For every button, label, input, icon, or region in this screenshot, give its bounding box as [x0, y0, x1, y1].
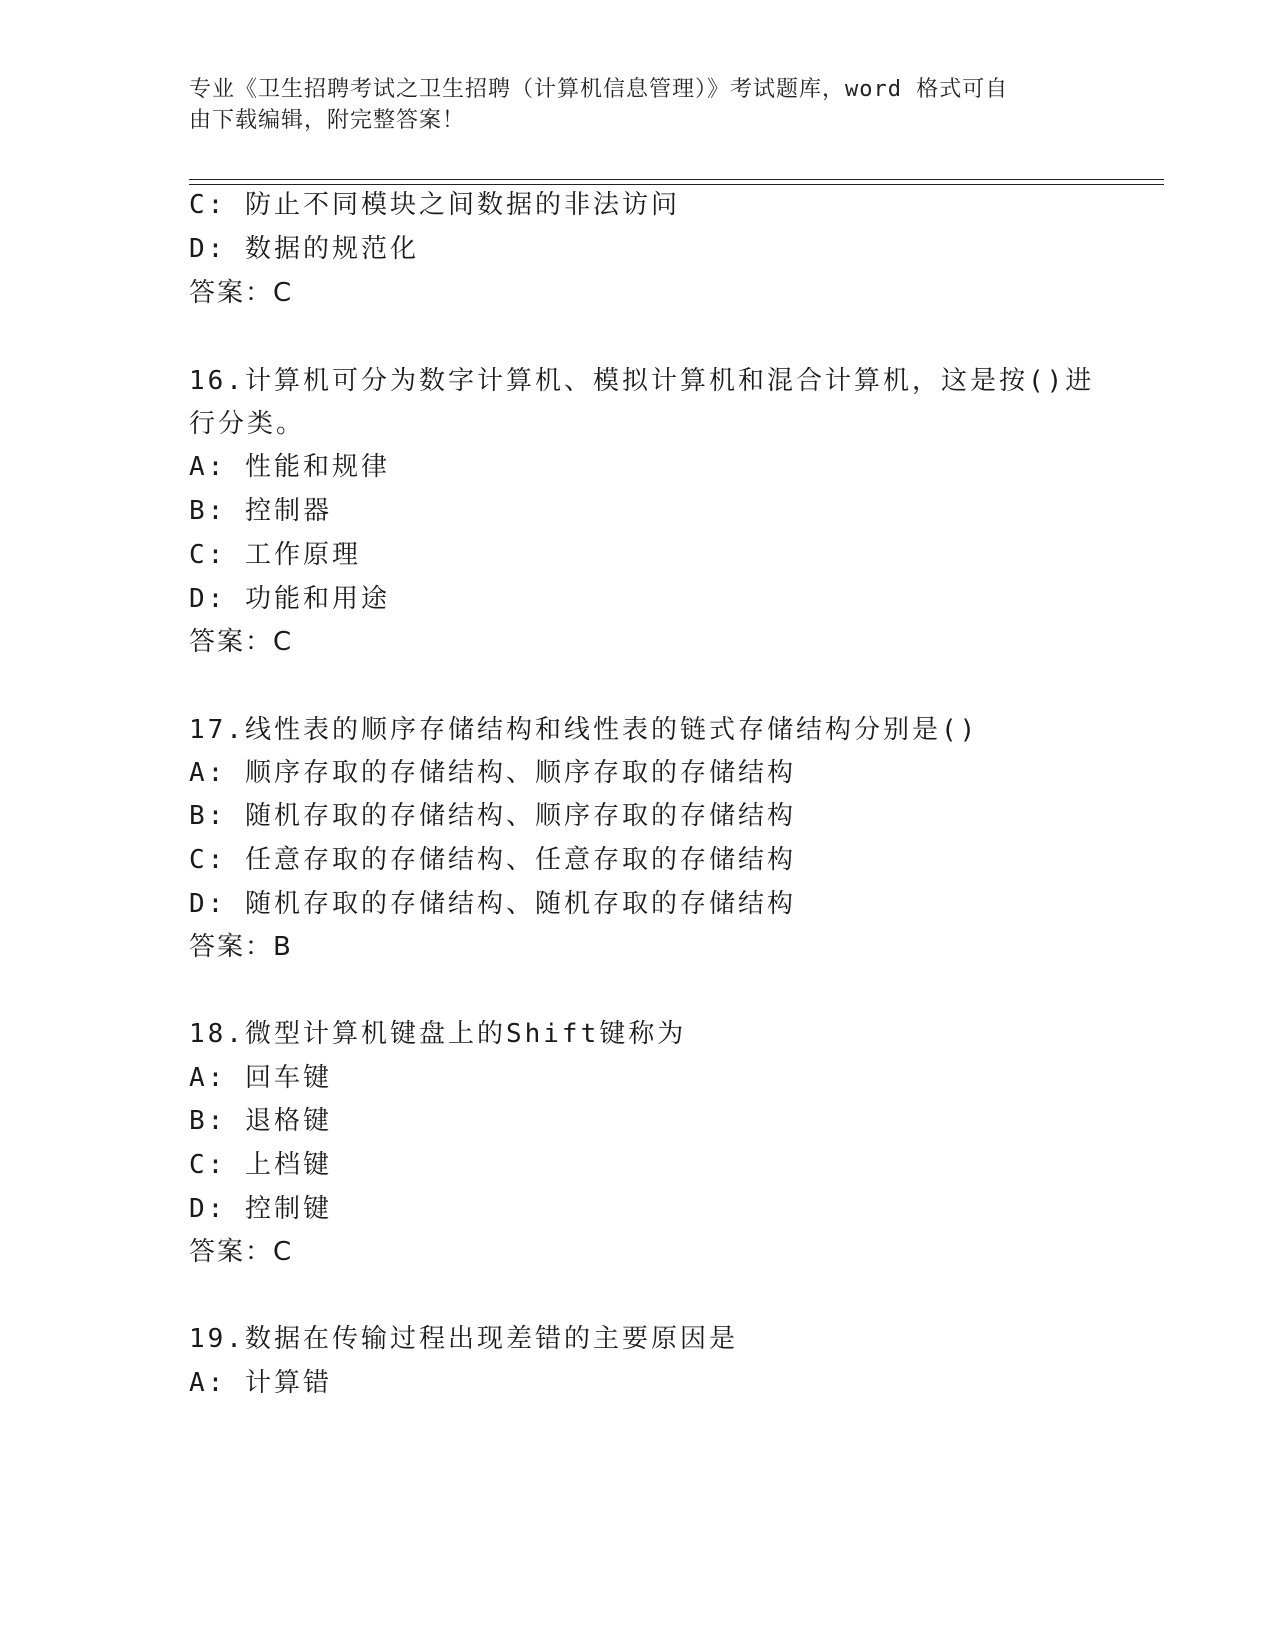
- prev-answer: 答案：C: [189, 278, 294, 308]
- header-line-2: 由下载编辑，附完整答案！: [189, 108, 466, 133]
- q18-option-b: B: 退格键: [189, 1106, 332, 1136]
- prev-option-c: C: 防止不同模块之间数据的非法访问: [189, 190, 680, 220]
- q16-option-c: C: 工作原理: [189, 540, 361, 570]
- q18-answer: 答案：C: [189, 1237, 294, 1267]
- q16-option-a: A: 性能和规律: [189, 452, 390, 482]
- q16-option-b: B: 控制器: [189, 496, 332, 526]
- q17-option-c: C: 任意存取的存储结构、任意存取的存储结构: [189, 845, 796, 875]
- q19-stem: 19.数据在传输过程出现差错的主要原因是: [189, 1324, 738, 1354]
- header-divider-bottom: [189, 184, 1164, 185]
- q17-option-a: A: 顺序存取的存储结构、顺序存取的存储结构: [189, 758, 796, 788]
- q16-stem-line-2: 行分类。: [189, 409, 306, 439]
- q16-stem-line-1: 16.计算机可分为数字计算机、模拟计算机和混合计算机，这是按()进: [189, 366, 1095, 396]
- q16-answer: 答案：C: [189, 627, 294, 657]
- q17-option-d: D: 随机存取的存储结构、随机存取的存储结构: [189, 889, 796, 919]
- header-line-1: 专业《卫生招聘考试之卫生招聘（计算机信息管理）》考试题库，word 格式可自: [189, 77, 1009, 102]
- prev-option-d: D: 数据的规范化: [189, 234, 419, 264]
- document-header: [189, 74, 1069, 136]
- q18-option-d: D: 控制键: [189, 1194, 332, 1224]
- q17-answer: 答案：B: [189, 932, 293, 962]
- q18-option-a: A: 回车键: [189, 1063, 332, 1093]
- q17-option-b: B: 随机存取的存储结构、顺序存取的存储结构: [189, 801, 796, 831]
- header-divider-top: [189, 179, 1164, 180]
- q19-option-a: A: 计算错: [189, 1368, 332, 1398]
- q16-option-d: D: 功能和用途: [189, 584, 390, 614]
- q18-stem: 18.微型计算机键盘上的Shift键称为: [189, 1019, 687, 1049]
- q18-option-c: C: 上档键: [189, 1150, 332, 1180]
- q17-stem: 17.线性表的顺序存储结构和线性表的链式存储结构分别是(): [189, 715, 979, 745]
